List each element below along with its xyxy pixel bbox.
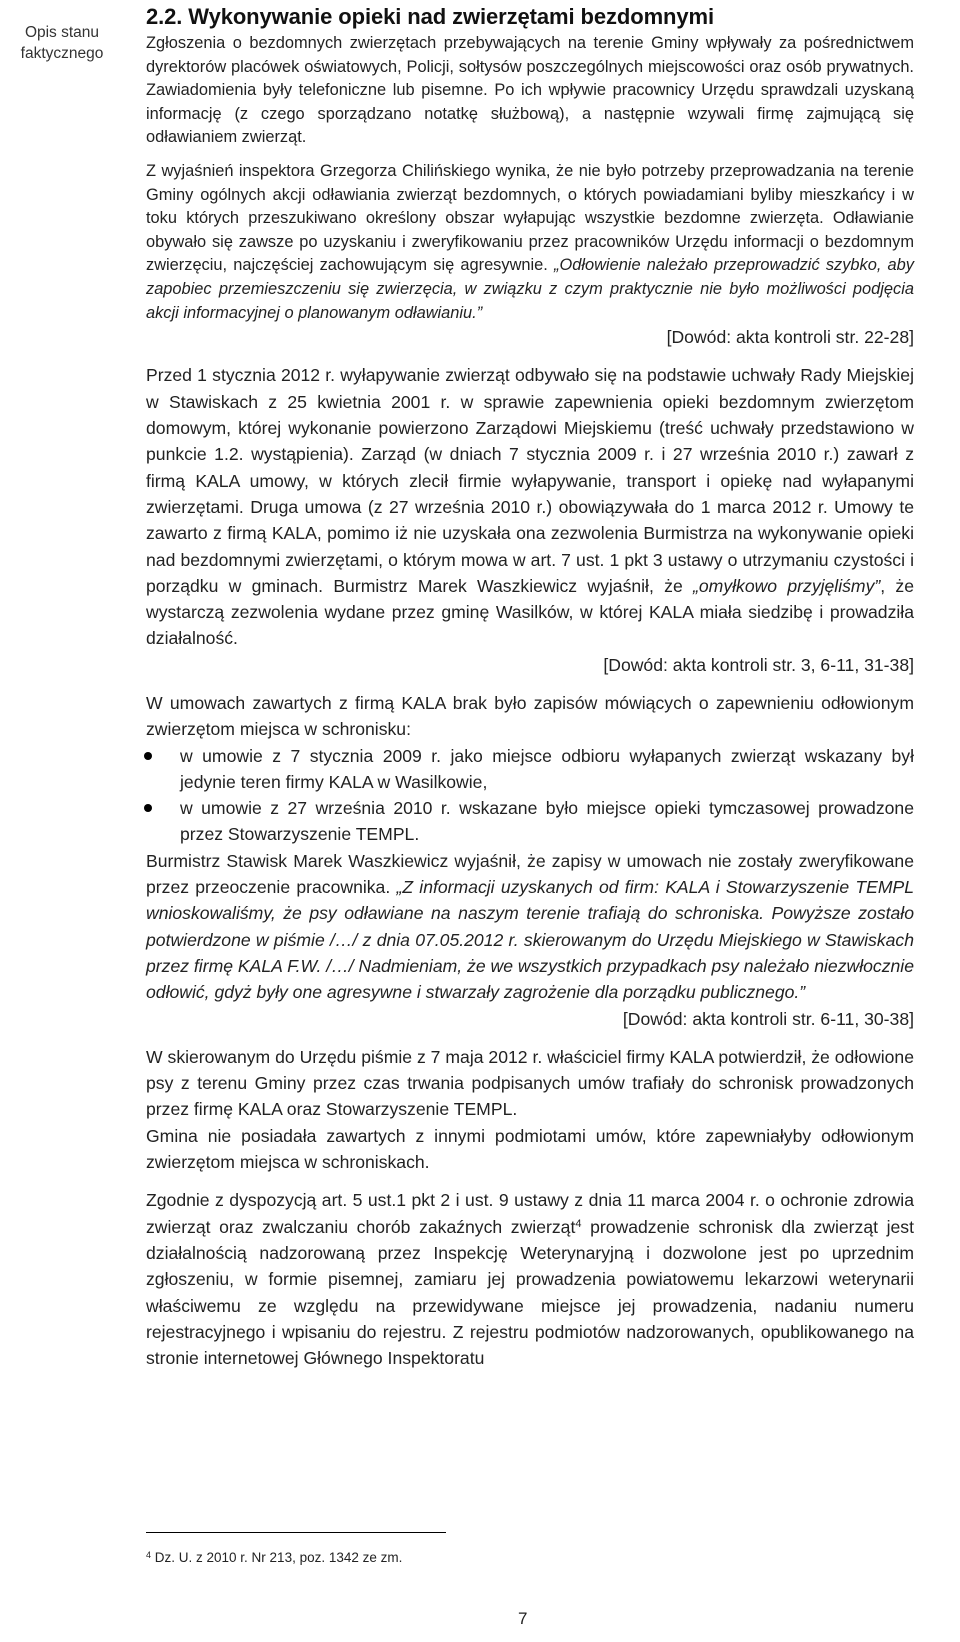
margin-note [3,22,121,64]
margin-note-line-1: Opis stanu [24,24,100,41]
list-item [146,743,914,796]
bullet-icon [144,804,152,812]
paragraph-inspector-text: Z wyjaśnień inspektora Grzegorza Chilińskiego wynika, że nie było potrzeby przeprowadzania na terenie Gminy ogólnych akcji odławiania zwierząt bezdomnych, o których powiadamiani byliby mieszkańcy i w toku których przeszukiwano określony obszar wyłapując wszystkie bezdomne zwierzęta. Odławianie obywało się zawsze po uzyskaniu i zweryfikowaniu przez pracowników Urzędu informacji o bezdomnym zwierzęciu, najczęściej zachowującym się agresywnie. [146,161,914,275]
contract-list [146,743,914,848]
evidence-2: [Dowód: akta kontroli str. 3, 6-11, 31-38] [603,654,914,675]
footnote [146,1550,402,1566]
quote-inspector: „Odłowienie należało przeprowadzić szybko, aby zapobiec przemieszczeniu się zwierzęcia, w związku z czym praktycznie nie było możliwości podjęcia akcji informacyjnej o planowanym odławianiu.” [146,256,914,322]
paragraph-mayor-text: Burmistrz Stawisk Marek Waszkiewicz wyjaśnił, że zapisy w umowach nie zostały zweryfikowane przez przeoczenie pracownika. [146,850,914,898]
paragraph-before-2012-text: Przed 1 stycznia 2012 r. wyłapywanie zwierząt odbywało się na podstawie uchwały Rady Miejskiej w Stawiskach z 25 kwietnia 2001 r. w sprawie zapewnienia opieki bezdomnym zwierzętom domowym, której wykonanie powierzono Zarządowi Miejskiemu (treść uchwały przedstawiono w punkcie 1.2. wystąpienia). Zarząd (w dniach 7 stycznia 2009 r. i 27 września 2010 r.) zawarł z firmą KALA umowy, w których zlecił firmie wyłapywanie, transport i opiekę nad wyłapanymi zwierzętami. Druga umowa (z 27 września 2010 r.) obowiązywała do 1 marca 2012 r. Umowy te zawarto z firmą KALA, pomimo iż nie uzyskała ona zezwolenia Burmistrza na wykonywanie opieki nad bezdomnymi zwierzętami, o którym mowa w art. 7 ust. 1 pkt 3 ustawy o utrzymaniu czystości i porządku w gminach. Burmistrz Marek Waszkiewicz wyjaśnił, że [146,365,914,596]
paragraph-legal-basis [146,1187,914,1371]
paragraph-no-contracts: Gmina nie posiadała zawartych z innymi podmiotami umów, które zapewniałyby odłowionym zwierzętom miejsca w schroniskach. [146,1125,914,1173]
document-body [146,0,914,1371]
footnote-number: 4 [146,1550,152,1560]
paragraph-before-2012 [146,362,914,651]
list-item-text: w umowie z 27 września 2010 r. wskazane było miejsce opieki tymczasowej prowadzone przez Stowarzyszenie TEMPL. [180,798,914,845]
list-item [146,795,914,848]
quote-mayor-letter: „Z informacji uzyskanych od firm: KALA i Stowarzyszenie TEMPL wnioskowaliśmy, że psy odławiane na naszym terenie trafiają do schroniska. Powyższe zostało potwierdzone w piśmie /…/ z dnia 07.05.2012 r. skierowanym do Urzędu Miejskiego w Stawiskach przez firmę KALA F.W. /…/ Nadmieniam, że we wszystkich przypadkach psy należało niezwłocznie odłowić, gdyż były one agresywne i stwarzały zagrożenie dla porządku publicznego.” [146,877,914,1003]
evidence-3: [Dowód: akta kontroli str. 6-11, 30-38] [622,1008,914,1029]
paragraph-owner-letter: W skierowanym do Urzędu piśmie z 7 maja 2012 r. właściciel firmy KALA potwierdził, że odłowione psy z terenu Gminy przez czas trwania podpisanych umów trafiały do schronisk prowadzonych przez firmę KALA oraz Stowarzyszenie TEMPL. [146,1046,914,1120]
section-heading: 2.2. Wykonywanie opieki nad zwierzętami bezdomnymi [146,4,714,29]
footnote-divider [146,1532,446,1533]
paragraph-legal-text-end: prowadzenie schronisk dla zwierząt jest działalnością nadzorowaną przez Inspekcję Weterynaryjną i dozwolone jest po uprzednim zgłoszeniu, w formie pisemnej, zamiaru jej prowadzenia powiatowemu lekarzowi weterynarii właściwemu ze względu na przewidywane miejsce jej prowadzenia, nadaniu numeru rejestracyjnego i wpisaniu do rejestru. Z rejestru podmiotów nadzorowanych, opublikowanego na stronie internetowej Głównego Inspektoratu [146,1216,914,1369]
footnote-text: Dz. U. z 2010 r. Nr 213, poz. 1342 ze zm. [151,1550,403,1565]
list-item-text: w umowie z 7 stycznia 2009 r. jako miejsce odbioru wyłapanych zwierząt wskazany był jedynie teren firmy KALA w Wasilkowie, [180,745,914,792]
paragraph-mayor-explanation [146,848,914,1006]
paragraph-before-2012-text-end: , że wystarczą zezwolenia wydane przez gminę Wasilków, w której KALA miała siedzibę i prowadziła działalność. [146,575,915,649]
margin-note-line-2: faktycznego [20,45,104,62]
paragraph-inspector [146,160,914,325]
page-number: 7 [518,1609,528,1628]
quote-mayor: „omyłkowo przyjęliśmy” [693,575,881,596]
paragraph-contracts-intro: W umowach zawartych z firmą KALA brak było zapisów mówiących o zapewnieniu odłowionym zwierzętom miejsca w schronisku: [146,692,914,740]
bullet-icon [144,752,152,760]
footnote-ref: 4 [575,1217,582,1230]
paragraph-reports: Zgłoszenia o bezdomnych zwierzętach przebywających na terenie Gminy wpływały za pośrednictwem dyrektorów placówek oświatowych, Policji, sołtysów poszczególnych miejscowości oraz osób prywatnych. Zawiadomienia były telefoniczne lub pisemne. Po ich wpływie pracownicy Urzędu sprawdzali uzyskaną informację (z czego sporządzano notatkę służbową), a następnie wzywali firmę zajmującą się odławianiem zwierząt. [146,34,914,147]
evidence-1: [Dowód: akta kontroli str. 22-28] [666,327,914,348]
paragraph-legal-text: Zgodnie z dyspozycją art. 5 ust.1 pkt 2 i ust. 9 ustawy z dnia 11 marca 2004 r. o ochronie zdrowia zwierząt oraz zwalczaniu chorób zakaźnych zwierząt [146,1190,914,1237]
